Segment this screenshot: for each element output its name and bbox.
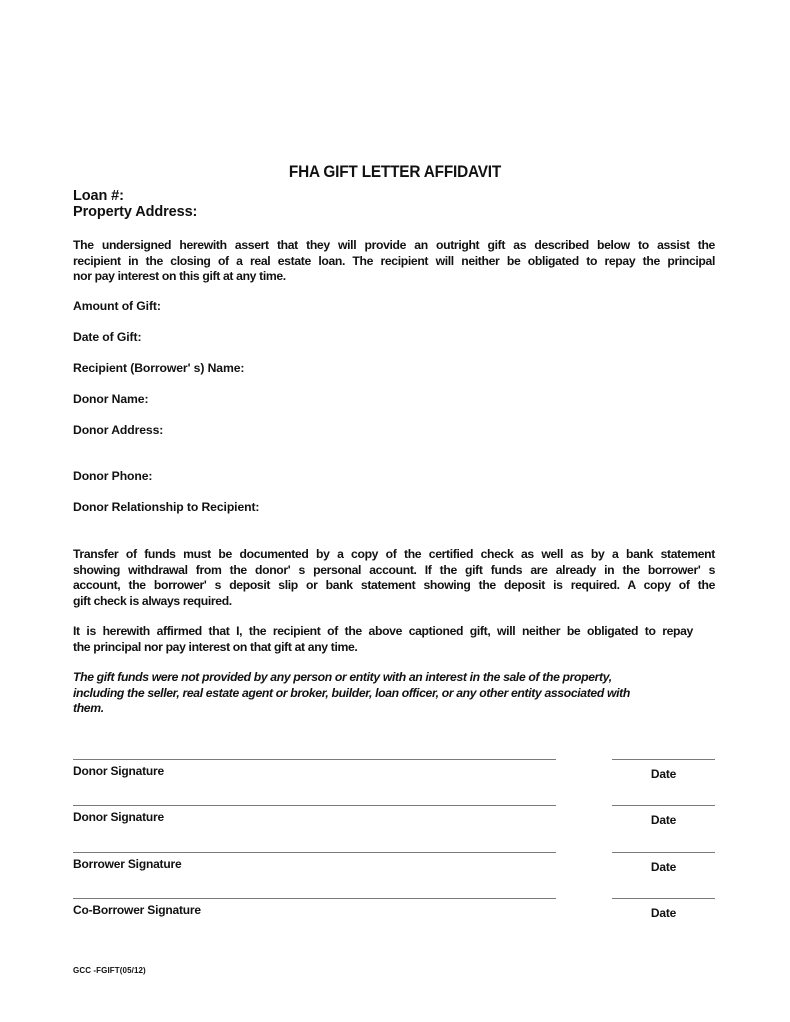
donor-signature-label-1: Donor Signature [73, 764, 165, 778]
donor-signature-label-2: Donor Signature [73, 810, 165, 824]
co-borrower-signature-line[interactable] [73, 898, 556, 899]
date-label-4: Date [650, 906, 677, 920]
amount-of-gift-label: Amount of Gift: [73, 299, 161, 313]
donor-relationship-label: Donor Relationship to Recipient: [73, 500, 260, 514]
recipient-name-label: Recipient (Borrower' s) Name: [73, 361, 245, 375]
transfer-line: gift check is always required. [73, 593, 232, 608]
transfer-line: showing withdrawal from the donor' s personal account. If the gift funds are already in the borrower' s [73, 562, 715, 577]
disclaimer-line: The gift funds were not provided by any person or entity with an interest in the sale of the property, [73, 670, 612, 684]
loan-number-label: Loan #: [73, 188, 124, 204]
donor-date-line-2[interactable] [612, 805, 715, 806]
date-label-1: Date [650, 767, 677, 781]
intro-paragraph [73, 238, 715, 285]
property-address-label: Property Address: [73, 204, 198, 220]
transfer-line: account, the borrower' s deposit slip or bank statement showing the deposit is required. A copy of the [73, 578, 715, 593]
donor-phone-label: Donor Phone: [73, 469, 153, 483]
donor-name-label: Donor Name: [73, 392, 149, 406]
transfer-line: Transfer of funds must be documented by a copy of the certified check as well as by a bank statement [73, 547, 715, 561]
donor-signature-line-2[interactable] [73, 805, 556, 806]
affirmation-line: It is herewith affirmed that I, the recipient of the above captioned gift, will neither be obligated to repay [73, 624, 693, 638]
disclaimer-line: them. [73, 701, 104, 716]
co-borrower-date-line[interactable] [612, 898, 715, 899]
affirmation-paragraph [73, 624, 693, 655]
borrower-signature-line[interactable] [73, 852, 556, 853]
borrower-signature-label: Borrower Signature [73, 857, 182, 871]
transfer-paragraph [73, 547, 715, 609]
date-label-3: Date [650, 860, 677, 874]
disclaimer-paragraph [73, 670, 698, 717]
form-code: GCC -FGIFT(05/12) [73, 966, 146, 975]
donor-date-line-1[interactable] [612, 759, 715, 760]
donor-signature-line-1[interactable] [73, 759, 556, 760]
intro-line: The undersigned herewith assert that they will provide an outright gift as described below to assist the [73, 238, 715, 252]
date-of-gift-label: Date of Gift: [73, 330, 142, 344]
document-title: FHA GIFT LETTER AFFIDAVIT [288, 163, 502, 181]
date-label-2: Date [650, 813, 677, 827]
intro-line: nor pay interest on this gift at any time. [73, 269, 286, 284]
donor-address-label: Donor Address: [73, 423, 164, 437]
affirmation-line: the principal nor pay interest on that gift at any time. [73, 639, 358, 654]
borrower-date-line[interactable] [612, 852, 715, 853]
intro-line: recipient in the closing of a real estate loan. The recipient will neither be obligated to repay the principal [73, 253, 715, 268]
co-borrower-signature-label: Co-Borrower Signature [73, 903, 201, 917]
disclaimer-line: including the seller, real estate agent or broker, builder, loan officer, or any other entity associated with [73, 685, 630, 700]
